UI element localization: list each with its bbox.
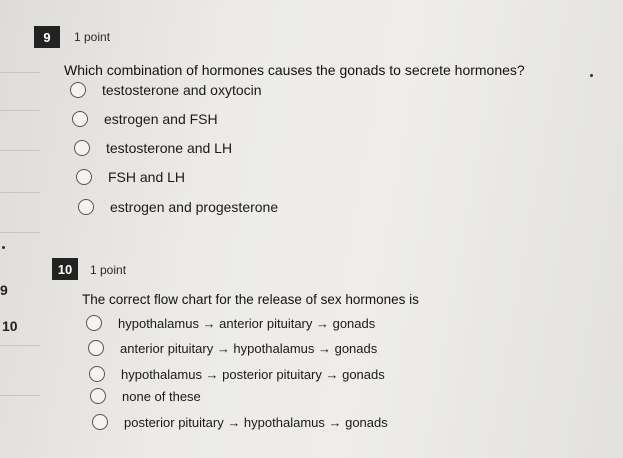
answer-option[interactable] [88, 340, 377, 356]
option-label: none of these [122, 388, 201, 404]
margin-line [0, 110, 40, 111]
radio-button[interactable] [86, 315, 102, 331]
radio-button[interactable] [72, 111, 88, 127]
answer-option[interactable] [72, 111, 218, 127]
question-points: 1 point [74, 30, 111, 44]
answer-option[interactable] [89, 366, 385, 382]
answer-option[interactable] [74, 140, 232, 156]
speck [590, 74, 593, 77]
radio-button[interactable] [78, 199, 94, 215]
margin-question-number: 10 [2, 318, 18, 334]
radio-button[interactable] [92, 414, 108, 430]
margin-line [0, 150, 40, 151]
question-number-badge: 10 [52, 258, 78, 280]
margin-line [0, 395, 40, 396]
radio-button[interactable] [76, 169, 92, 185]
question-points: 1 point [90, 263, 127, 277]
answer-option[interactable] [90, 388, 201, 404]
answer-option[interactable] [86, 315, 375, 331]
question-text: The correct flow chart for the release of sex hormones is [82, 292, 419, 307]
answer-option[interactable] [92, 414, 388, 430]
answer-option[interactable] [70, 82, 262, 98]
option-label: hypothalamus → anterior pituitary → gonads [118, 315, 376, 331]
margin-line [0, 72, 40, 73]
option-label: estrogen and progesterone [110, 199, 279, 215]
option-label: testosterone and LH [106, 140, 233, 156]
radio-button[interactable] [90, 388, 106, 404]
answer-option[interactable] [76, 169, 185, 185]
margin-line [0, 345, 40, 346]
radio-button[interactable] [70, 82, 86, 98]
option-label: testosterone and oxytocin [102, 82, 262, 98]
speck [2, 246, 5, 249]
option-label: estrogen and FSH [104, 111, 218, 127]
option-label: FSH and LH [108, 169, 186, 185]
option-label: hypothalamus → posterior pituitary → gonads [121, 366, 385, 382]
radio-button[interactable] [88, 340, 104, 356]
question-number-badge: 9 [34, 26, 60, 48]
margin-line [0, 232, 40, 233]
radio-button[interactable] [89, 366, 105, 382]
answer-option[interactable] [78, 199, 278, 215]
margin-question-number: 9 [0, 282, 8, 298]
option-label: posterior pituitary → hypothalamus → gonads [124, 414, 388, 430]
option-label: anterior pituitary → hypothalamus → gonads [120, 340, 378, 356]
radio-button[interactable] [74, 140, 90, 156]
question-text: Which combination of hormones causes the gonads to secrete hormones? [64, 62, 525, 78]
margin-line [0, 192, 40, 193]
